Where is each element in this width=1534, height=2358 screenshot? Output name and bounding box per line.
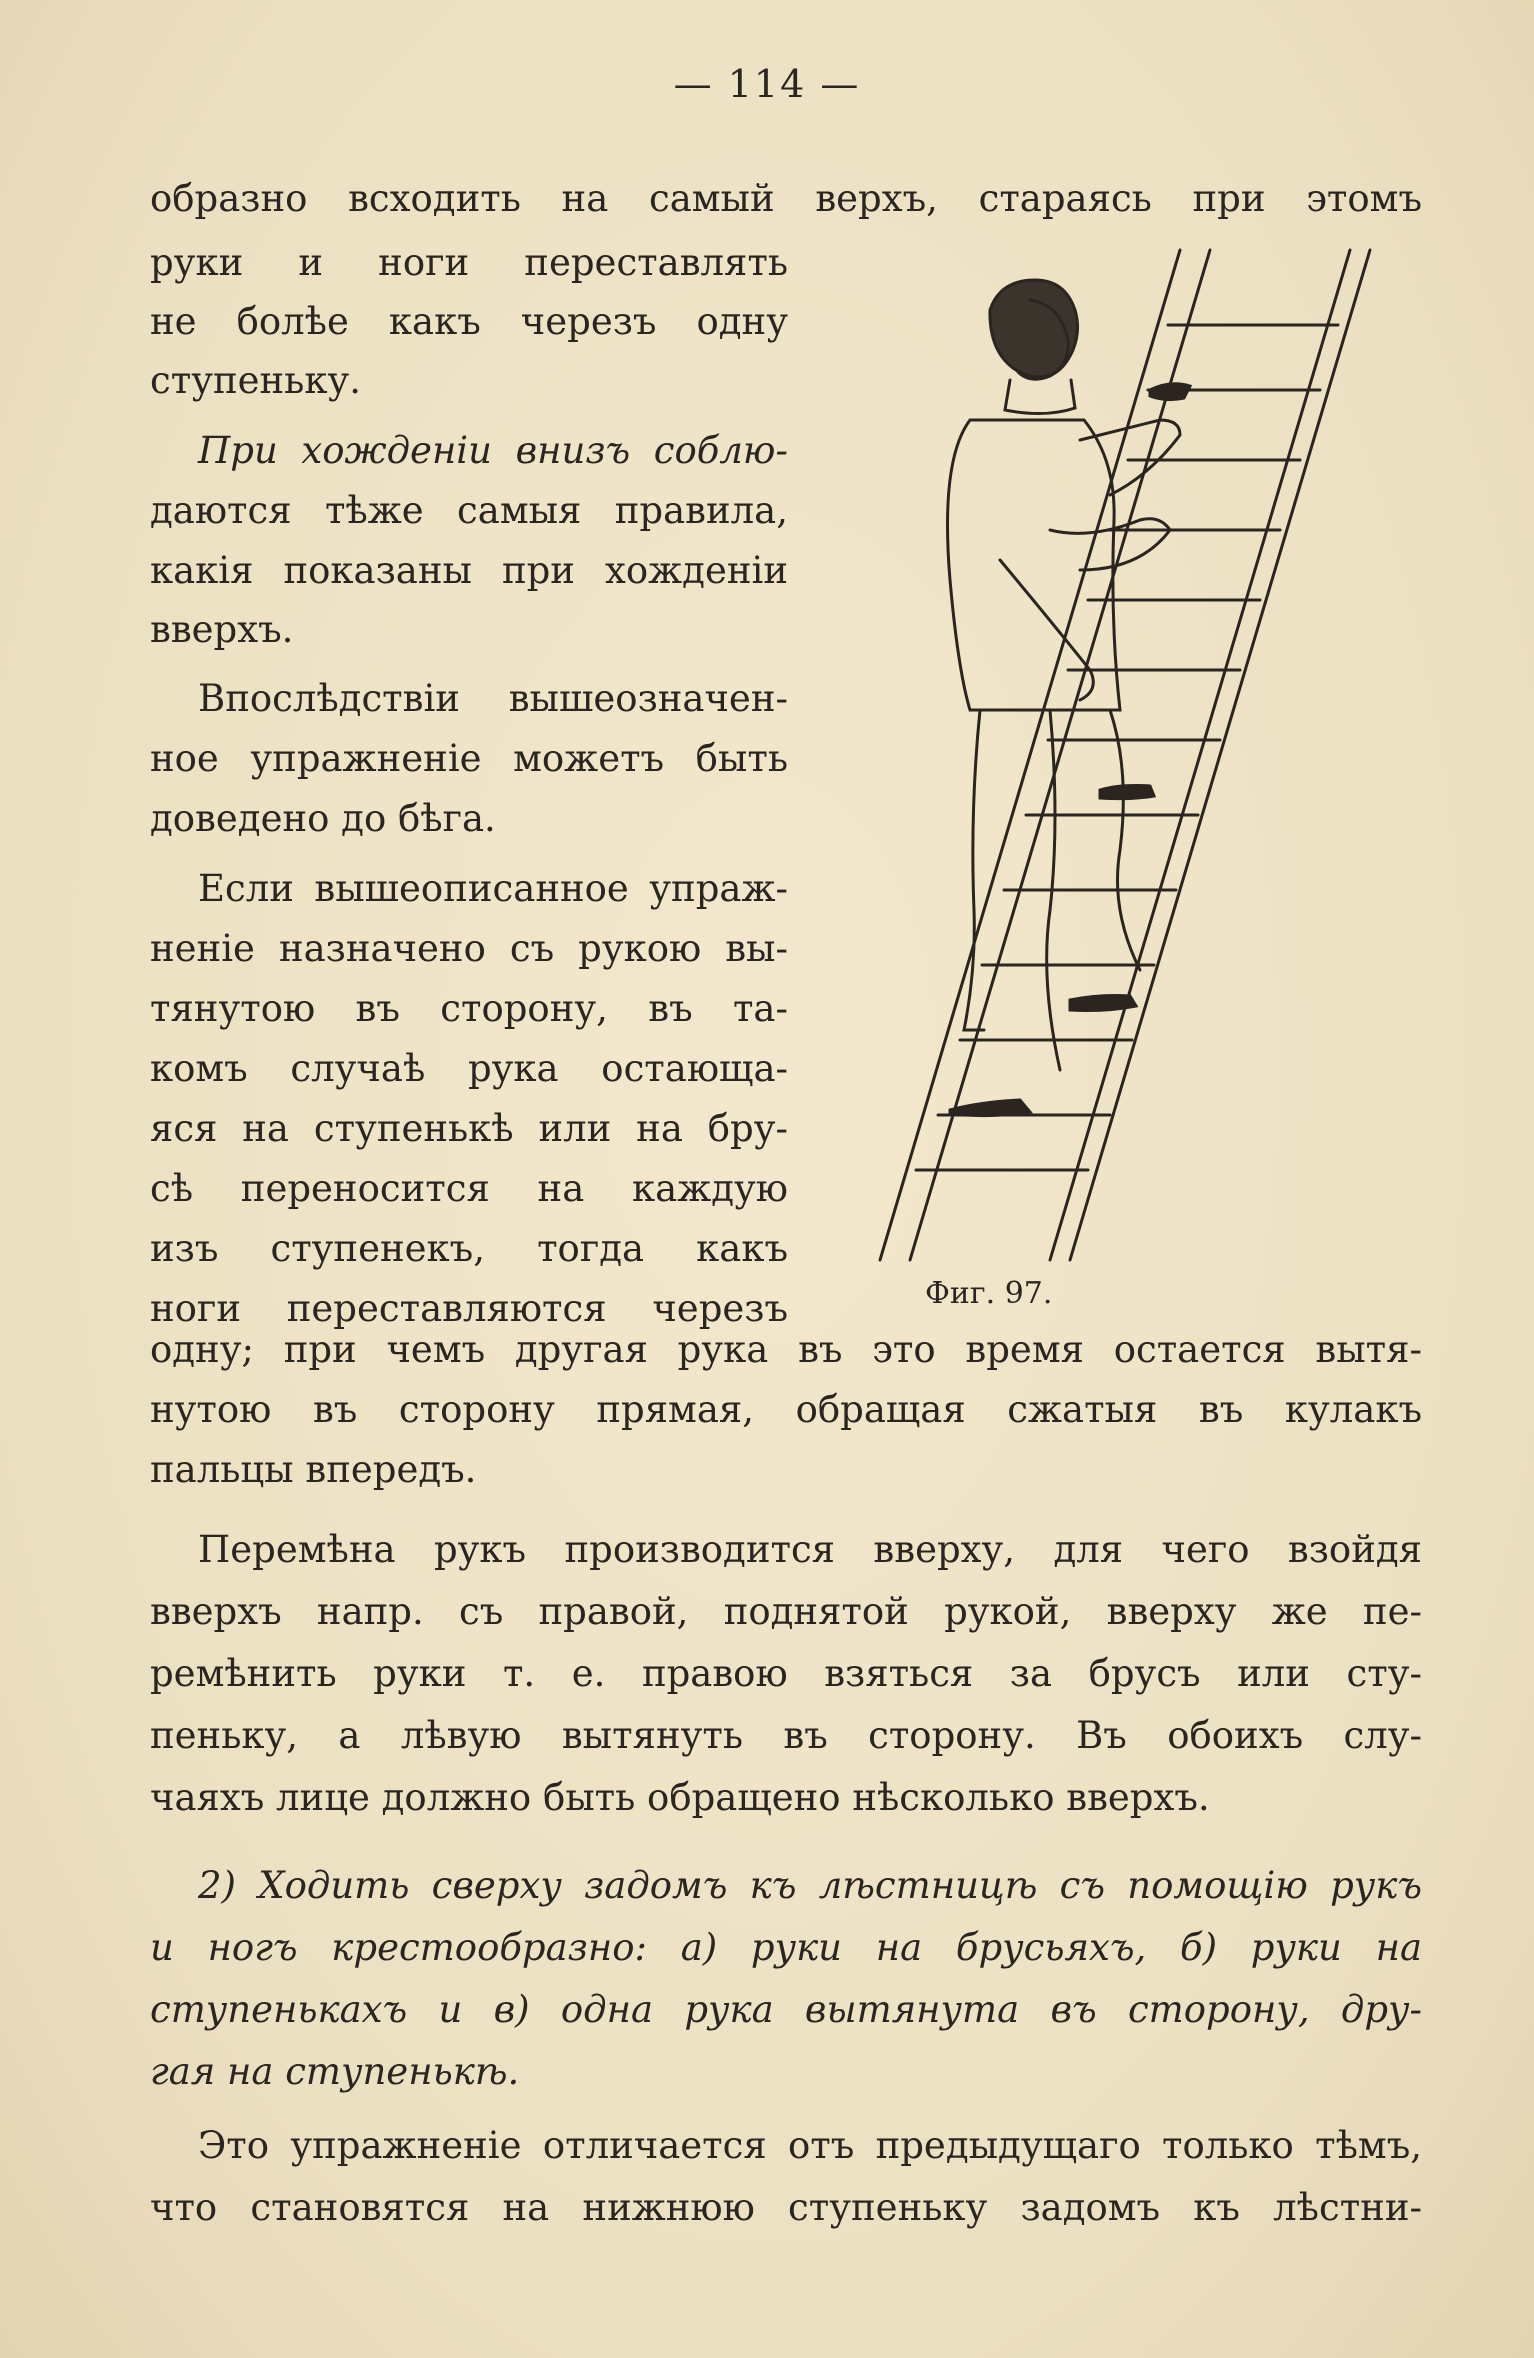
text-line: даются тѣже самыя правила, bbox=[150, 489, 788, 532]
text-line: какія показаны при хожденіи bbox=[150, 549, 788, 592]
text-line: ремѣнить руки т. е. правою взяться за брусъ или сту- bbox=[150, 1652, 1422, 1695]
text-line: При хожденіи внизъ соблю- bbox=[198, 429, 788, 472]
text-line: ноги переставляются черезъ bbox=[150, 1287, 788, 1330]
ladder-figure bbox=[850, 230, 1390, 1270]
text-line: ное упражненіе можетъ быть bbox=[150, 737, 788, 780]
text-line: вверхъ. bbox=[150, 608, 294, 651]
text-line: нутою въ сторону прямая, обращая сжатыя въ кулакъ bbox=[150, 1388, 1422, 1431]
text-line: пеньку, а лѣвую вытянуть въ сторону. Въ обоихъ слу- bbox=[150, 1714, 1422, 1757]
text-line: тянутою въ сторону, въ та- bbox=[150, 987, 788, 1030]
text-line: доведено до бѣга. bbox=[150, 797, 496, 840]
text-line: чаяхъ лице должно быть обращено нѣсколько вверхъ. bbox=[150, 1776, 1210, 1819]
text-line: не болѣе какъ черезъ одну bbox=[150, 300, 788, 343]
text-line: Впослѣдствіи вышеозначен- bbox=[198, 677, 788, 720]
text-line: что становятся на нижнюю ступеньку задомъ къ лѣстни- bbox=[150, 2186, 1422, 2229]
text-line: одну; при чемъ другая рука въ это время остается вытя- bbox=[150, 1328, 1422, 1371]
text-line: яся на ступенькѣ или на бру- bbox=[150, 1107, 788, 1150]
person-on-ladder-illustration bbox=[850, 230, 1390, 1270]
text-line: изъ ступенекъ, тогда какъ bbox=[150, 1227, 788, 1270]
text-line: образно всходить на самый верхъ, стараясь при этомъ bbox=[150, 177, 1422, 220]
text-line: сѣ переносится на каждую bbox=[150, 1167, 788, 1210]
text-line: гая на ступенькѣ. bbox=[150, 2050, 520, 2093]
text-line: неніе назначено съ рукою вы- bbox=[150, 927, 788, 970]
text-line: ступеньку. bbox=[150, 359, 361, 402]
figure-caption: Фиг. 97. bbox=[925, 1276, 1053, 1311]
text-line: ступенькахъ и в) одна рука вытянута въ сторону, дру- bbox=[150, 1988, 1422, 2031]
text-line: Это упражненіе отличается отъ предыдущаго только тѣмъ, bbox=[198, 2124, 1422, 2167]
page-number: — 114 — bbox=[673, 62, 861, 106]
text-line: комъ случаѣ рука остающа- bbox=[150, 1047, 788, 1090]
text-line: и ногъ крестообразно: а) руки на брусьяхъ, б) руки на bbox=[150, 1926, 1422, 1969]
text-line: руки и ноги переставлять bbox=[150, 241, 788, 284]
text-line: Перемѣна рукъ производится вверху, для чего взойдя bbox=[198, 1528, 1422, 1571]
text-line: пальцы впередъ. bbox=[150, 1448, 477, 1491]
text-line: Если вышеописанное упраж- bbox=[198, 867, 788, 910]
text-line: вверхъ напр. съ правой, поднятой рукой, вверху же пе- bbox=[150, 1590, 1422, 1633]
text-line: 2) Ходить сверху задомъ къ лѣстницѣ съ помощію рукъ bbox=[198, 1864, 1422, 1907]
